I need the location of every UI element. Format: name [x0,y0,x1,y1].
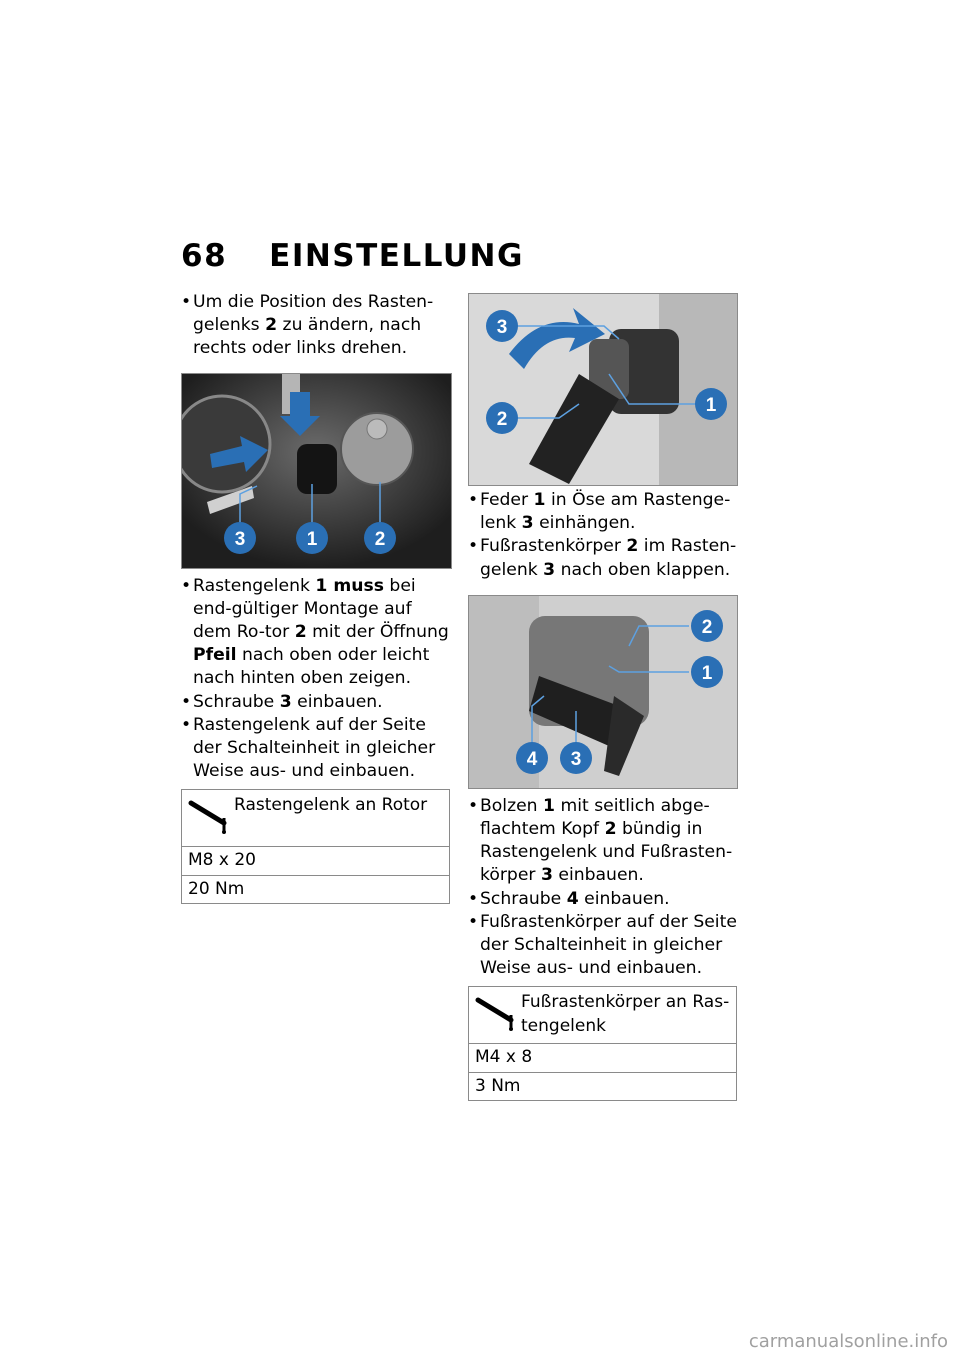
list-item: • Fußrastenkörper auf der Seite der Schalteinheit in gleicher Weise aus- und einbauen. [468,911,740,981]
torque-table-left [181,789,450,903]
right-figure-top [468,293,740,486]
list-item: • Schraube 3 einbauen. [181,691,453,714]
list-item: • Um die Position des Rasten-gelenks 2 zu ändern, nach rechts oder links drehen. [181,291,453,361]
torque-size: M4 x 8 [469,1044,736,1072]
callout-label: 3 [496,317,508,338]
steps-list-right-a [468,489,740,582]
page-header [181,238,524,274]
callout-label: 3 [570,748,582,770]
steps-list-left [181,575,453,784]
watermark: carmanualsonline.info [748,1331,948,1352]
left-column [181,291,453,904]
intro-list [181,291,453,361]
figure-footrest-rotor [181,373,452,569]
list-item: • Rastengelenk auf der Seite der Schalteinheit in gleicher Weise aus- und einbauen. [181,714,453,784]
torque-title: Fußrastenkörper an Ras-tengelenk [521,992,730,1036]
torque-header [182,790,449,847]
page-title: EINSTELLUNG [269,238,524,274]
callout-label: 1 [701,662,713,684]
right-column [468,489,740,1101]
figure-spring-hook [468,293,738,486]
callout-label: 1 [306,528,318,550]
figure-bolt-footrest [468,595,738,789]
callout-label: 2 [496,409,508,430]
list-item: • Fußrastenkörper 2 im Rasten-gelenk 3 nach oben klappen. [468,535,740,581]
callout-label: 3 [234,528,246,550]
list-item: • Feder 1 in Öse am Rastenge-lenk 3 einhängen. [468,489,740,535]
torque-wrench-icon [188,794,234,834]
list-item: • Rastengelenk 1 muss bei end-gültiger Montage auf dem Ro-tor 2 mit der Öffnung Pfeil nach oben oder leicht nach hinten oben zeigen. [181,575,453,691]
torque-value: 3 Nm [475,1075,521,1096]
torque-title: Rastengelenk an Rotor [234,795,428,816]
callout-label: 4 [526,748,538,770]
list-item: • Schraube 4 einbauen. [468,888,740,911]
callout-label: 2 [701,616,713,638]
torque-value: 20 Nm [188,878,245,899]
torque-table-right [468,986,737,1100]
torque-wrench-icon [475,991,521,1031]
torque-header [469,987,736,1044]
list-item: • Bolzen 1 mit seitlich abge-flachtem Kopf 2 bündig in Rastengelenk und Fußrasten-körper 3 einbauen. [468,795,740,888]
callout-label: 1 [705,395,717,416]
page-number: 68 [181,238,228,274]
steps-list-right-b [468,795,740,981]
callout-label: 2 [374,528,386,550]
torque-size: M8 x 20 [182,847,449,875]
